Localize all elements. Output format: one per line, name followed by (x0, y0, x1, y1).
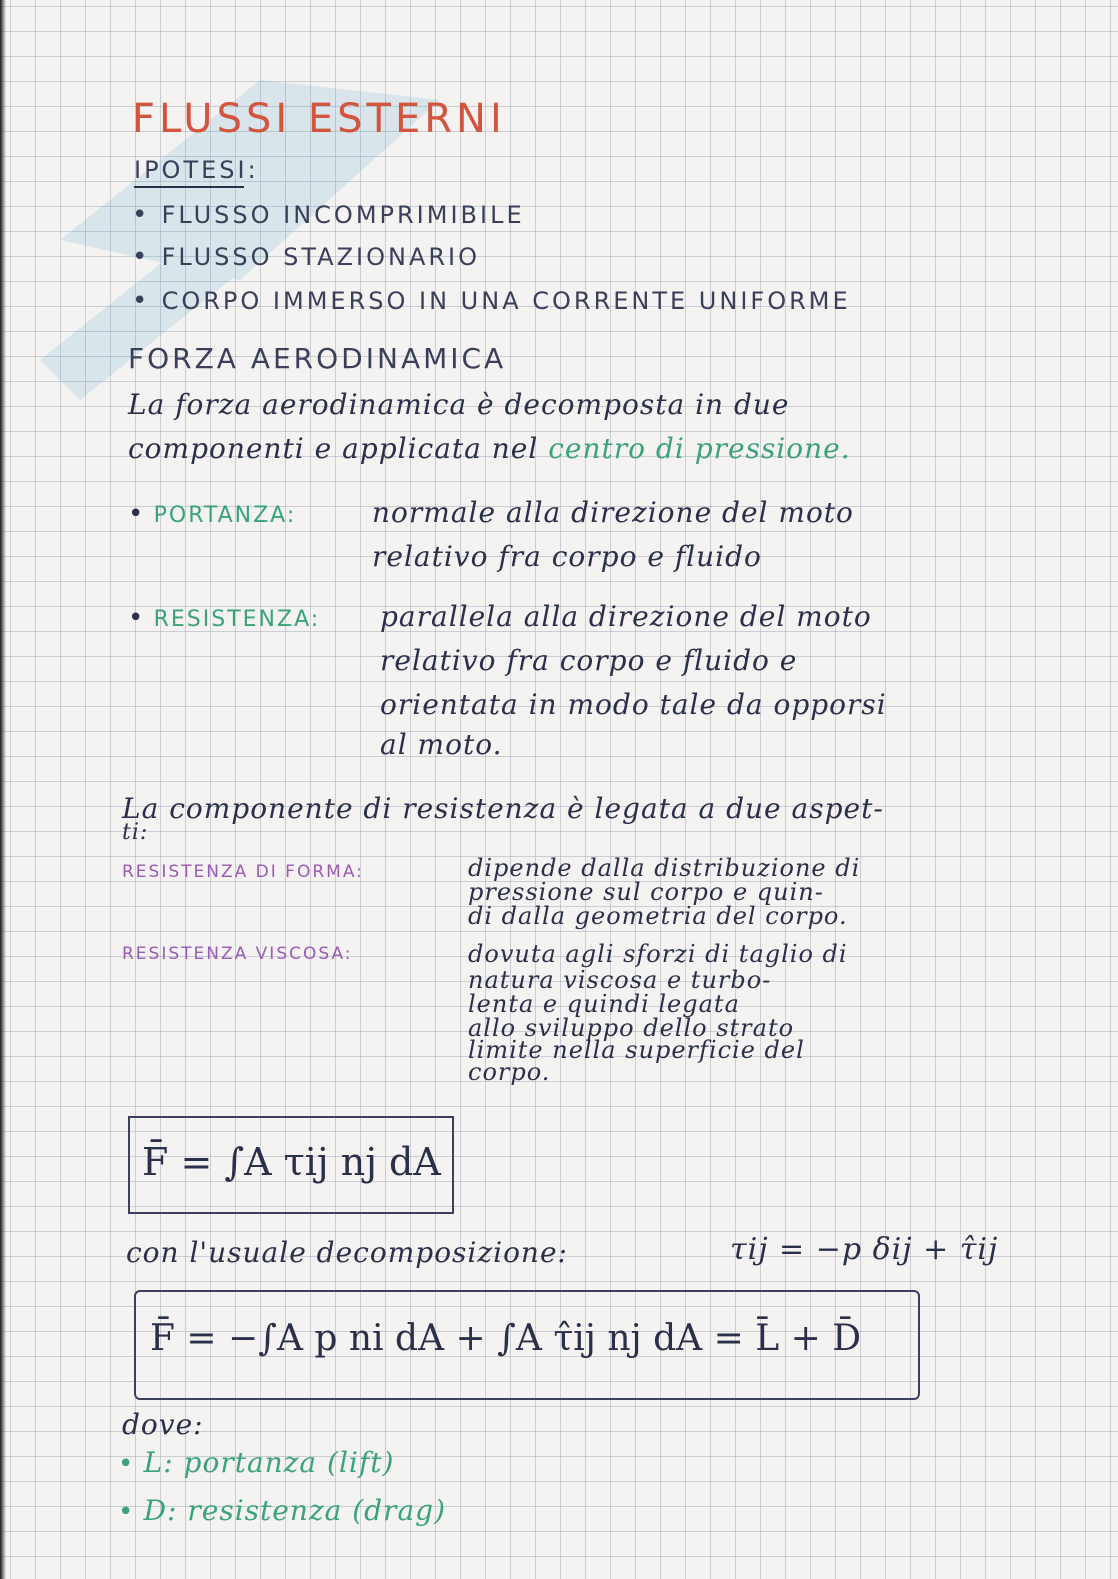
forza-intro-text: componenti e applicata nel (128, 432, 539, 465)
forma-line1: dipende dalla distribuzione di (468, 854, 861, 882)
bullet-icon: • (132, 200, 162, 230)
resistenza-line2: relativo fra corpo e fluido e (380, 644, 798, 677)
bullet-icon: • (118, 1449, 144, 1479)
dove-item-drag (118, 1494, 446, 1527)
dove-heading: dove: (122, 1408, 204, 1441)
dove-drag-text: D: resistenza (drag) (143, 1494, 447, 1527)
bullet-icon: • (132, 286, 162, 316)
portanza-label: PORTANZA: (153, 503, 297, 528)
forma-label: RESISTENZA DI FORMA: (122, 862, 364, 882)
resistenza-row (128, 600, 320, 633)
bullet-icon: • (118, 1497, 144, 1527)
decomposition-equation: τij = −p δij + τ̂ij (730, 1232, 999, 1267)
page-title: FLUSSI ESTERNI (132, 96, 506, 142)
centro-pressione: centro di pressione. (548, 432, 851, 465)
formula-force-integral: F̄ = ∫A τij nj dA (142, 1140, 441, 1184)
forza-intro-line1: La forza aerodinamica è decomposta in due (128, 388, 790, 421)
dove-item-lift (118, 1446, 394, 1479)
bullet-icon: • (128, 499, 154, 529)
dove-lift-text: L: portanza (lift) (143, 1446, 395, 1479)
ipotesi-item-text: CORPO IMMERSO IN UNA CORRENTE UNIFORME (161, 287, 851, 315)
viscosa-line4: allo sviluppo dello strato (468, 1014, 795, 1042)
ipotesi-heading: IPOTESI: (134, 156, 259, 184)
viscosa-line1: dovuta agli sforzi di taglio di (468, 940, 848, 968)
forma-line2: pressione sul corpo e quin- (468, 878, 824, 906)
portanza-row (128, 496, 296, 529)
bullet-icon: • (132, 242, 162, 272)
ipotesi-item-text: FLUSSO STAZIONARIO (161, 243, 481, 271)
viscosa-line5: limite nella superficie del (468, 1036, 805, 1064)
ipotesi-item (132, 200, 525, 230)
resistenza-line3: orientata in modo tale da opporsi (380, 688, 887, 721)
page-edge-shadow (0, 0, 6, 1579)
viscosa-line6: corpo. (468, 1058, 551, 1086)
viscosa-label: RESISTENZA VISCOSA: (122, 944, 353, 964)
ipotesi-item (132, 286, 851, 316)
portanza-line2: relativo fra corpo e fluido (372, 540, 762, 573)
decomposition-text: con l'usuale decomposizione: (126, 1236, 568, 1269)
forza-intro-line2 (128, 432, 851, 465)
ipotesi-item-text: FLUSSO INCOMPRIMIBILE (161, 201, 525, 229)
componente-line1: La componente di resistenza è legata a due aspet- (122, 792, 884, 825)
formula-lift-drag: F̄ = −∫A p ni dA + ∫A τ̂ij nj dA = L̄ + D̄ (150, 1318, 862, 1359)
portanza-line1: normale alla direzione del moto (372, 496, 854, 529)
viscosa-line3: lenta e quindi legata (468, 990, 740, 1018)
bullet-icon: • (128, 603, 154, 633)
forza-heading: FORZA AERODINAMICA (128, 342, 507, 375)
ipotesi-underline (134, 186, 244, 188)
viscosa-line2: natura viscosa e turbo- (468, 966, 772, 994)
resistenza-line4: al moto. (380, 728, 503, 761)
ipotesi-item (132, 242, 480, 272)
resistenza-line1: parallela alla direzione del moto (380, 600, 872, 633)
componente-line2: ti: (122, 820, 149, 845)
resistenza-label: RESISTENZA: (153, 607, 321, 632)
forma-line3: di dalla geometria del corpo. (468, 902, 848, 930)
